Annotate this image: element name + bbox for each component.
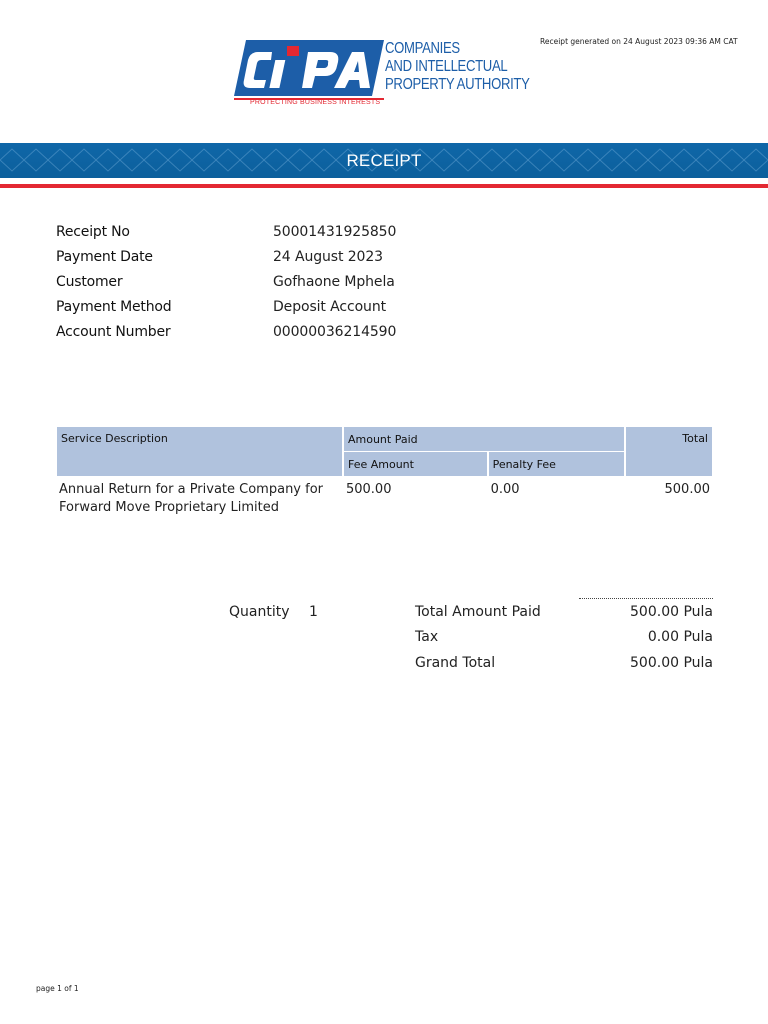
row-description-line-1: Annual Return for a Private Company for xyxy=(59,482,324,497)
logo-name-line-1: COMPANIES xyxy=(385,40,460,57)
grand-total-label: Grand Total xyxy=(415,655,496,671)
banner-title: RECEIPT xyxy=(346,151,422,170)
total-amount-paid-row xyxy=(415,604,713,624)
row-penalty-fee: 0.00 xyxy=(490,482,520,497)
grand-total-value: 500.00 Pula xyxy=(630,655,713,671)
total-amount-paid-value: 500.00 Pula xyxy=(630,604,713,620)
page-number: page 1 of 1 xyxy=(36,984,79,993)
info-label: Payment Date xyxy=(56,249,153,265)
red-rule xyxy=(0,184,768,188)
info-value: Deposit Account xyxy=(273,299,386,315)
dotted-rule xyxy=(579,598,713,599)
row-description-line-2: Forward Move Proprietary Limited xyxy=(59,500,279,515)
quantity-label: Quantity xyxy=(229,604,290,620)
info-value: 50001431925850 xyxy=(273,224,397,240)
tax-value: 0.00 Pula xyxy=(647,629,713,645)
info-value: Gofhaone Mphela xyxy=(273,274,395,290)
table-row xyxy=(57,476,712,517)
info-value: 00000036214590 xyxy=(273,324,397,340)
row-fee-amount: 500.00 xyxy=(345,482,392,497)
logo-name-line-2: AND INTELLECTUAL xyxy=(385,58,508,75)
grand-total-row xyxy=(415,655,713,675)
service-table xyxy=(55,427,714,517)
info-label: Receipt No xyxy=(56,224,130,240)
header-total: Total xyxy=(626,427,712,476)
header-fee-amount: Fee Amount xyxy=(344,452,487,476)
receipt-banner xyxy=(0,143,768,178)
cipa-logo-name xyxy=(385,40,530,94)
logo-tagline: PROTECTING BUSINESS INTERESTS xyxy=(250,99,381,106)
header-penalty-fee: Penalty Fee xyxy=(489,452,625,476)
info-label: Customer xyxy=(56,274,123,290)
header-amount-paid: Amount Paid xyxy=(344,427,624,452)
header-service-description: Service Description xyxy=(57,427,342,476)
tax-row xyxy=(415,629,713,649)
info-label: Account Number xyxy=(56,324,171,340)
banner-gap xyxy=(0,178,768,183)
quantity-value: 1 xyxy=(309,604,318,620)
info-value: 24 August 2023 xyxy=(273,249,383,265)
total-amount-paid-label: Total Amount Paid xyxy=(415,604,541,620)
tax-label: Tax xyxy=(415,629,439,645)
info-label: Payment Method xyxy=(56,299,172,315)
row-total: 500.00 xyxy=(664,482,710,497)
generated-note: Receipt generated on 24 August 2023 09:36 AM CAT xyxy=(540,37,738,46)
logo-name-line-3: PROPERTY AUTHORITY xyxy=(385,76,530,93)
row-description xyxy=(57,476,342,517)
